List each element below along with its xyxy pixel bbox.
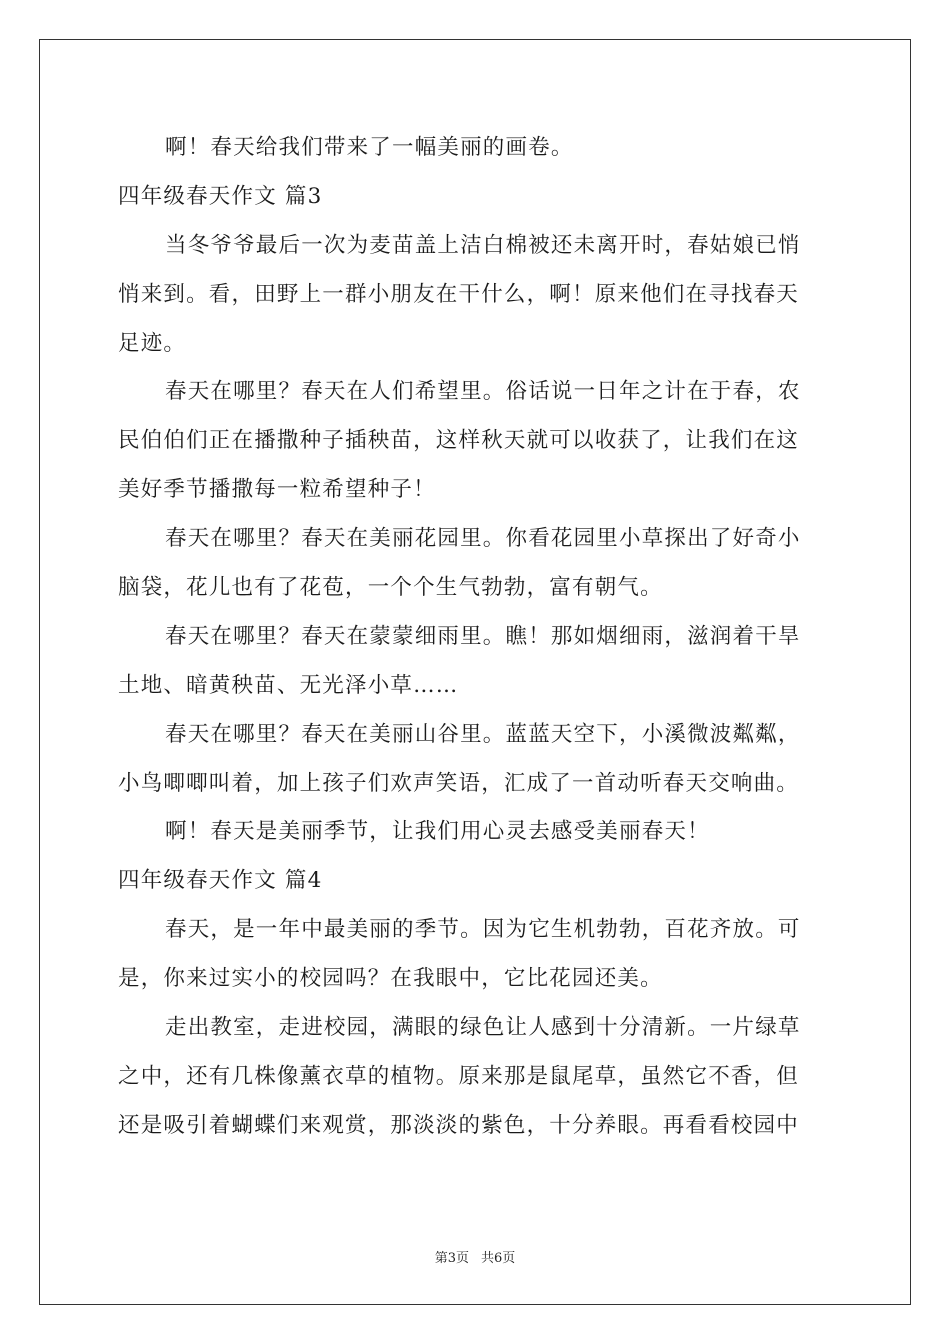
paragraph-line: 之中，还有几株像薰衣草的植物。原来那是鼠尾草，虽然它不香，但 [118,1063,800,1089]
paragraph-line: 悄来到。看，田野上一群小朋友在干什么，啊！原来他们在寻找春天 [118,281,800,307]
paragraph-line: 啊！春天给我们带来了一幅美丽的画卷。 [165,135,574,160]
paragraph-line: 春天在哪里？春天在人们希望里。俗话说一日年之计在于春，农 [165,379,801,405]
page-number: 第3页 [434,1251,469,1266]
paragraph-line: 还是吸引着蝴蝶们来观赏，那淡淡的紫色，十分养眼。再看看校园中 [118,1112,800,1138]
paragraph-line: 走出教室，走进校园，满眼的绿色让人感到十分清新。一片绿草 [165,1015,801,1041]
paragraph-line: 民伯伯们正在播撒种子插秧苗，这样秋天就可以收获了，让我们在这 [118,428,800,454]
paragraph-line: 春天在哪里？春天在蒙蒙细雨里。瞧！那如烟细雨，滋润着干旱 [165,623,801,649]
paragraph-line: 土地、暗黄秧苗、无光泽小草…… [118,672,459,698]
paragraph-line: 美好季节播撒每一粒希望种子！ [118,477,436,503]
paragraph-line: 小鸟唧唧叫着，加上孩子们欢声笑语，汇成了一首动听春天交响曲。 [118,770,800,796]
paragraph-line: 春天，是一年中最美丽的季节。因为它生机勃勃，百花齐放。可 [165,917,801,943]
page-total: 共6页 [481,1251,516,1266]
paragraph-line: 是，你来过实小的校园吗？在我眼中，它比花园还美。 [118,966,663,992]
paragraph-line: 足迹。 [118,330,187,356]
section-heading: 四年级春天作文 篇4 [118,868,323,894]
paragraph-line: 啊！春天是美丽季节，让我们用心灵去感受美丽春天！ [165,819,710,845]
paragraph-line: 当冬爷爷最后一次为麦苗盖上洁白棉被还未离开时，春姑娘已悄 [165,232,801,258]
paragraph-line: 脑袋，花儿也有了花苞，一个个生气勃勃，富有朝气。 [118,575,663,601]
page-footer [0,1247,950,1266]
paragraph-line: 春天在哪里？春天在美丽山谷里。蓝蓝天空下，小溪微波粼粼， [165,721,801,747]
section-heading: 四年级春天作文 篇3 [118,183,323,209]
paragraph-line: 春天在哪里？春天在美丽花园里。你看花园里小草探出了好奇小 [165,526,801,552]
document-body [118,124,836,1151]
